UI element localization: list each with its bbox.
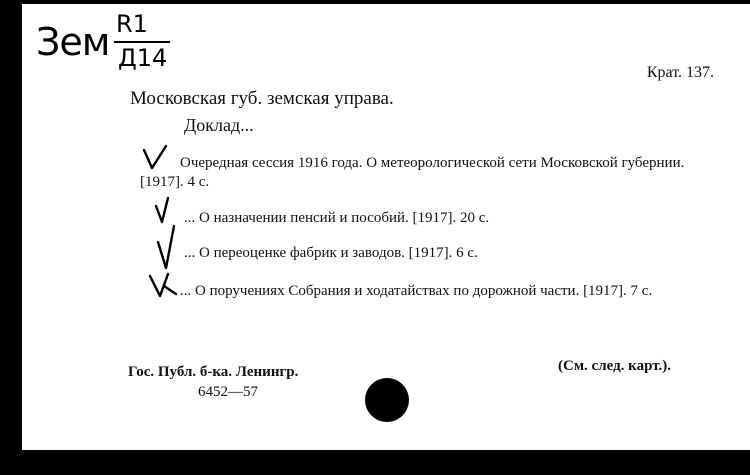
check-mark-icon xyxy=(154,224,182,272)
library-name: Гос. Публ. б-ка. Ленингр. xyxy=(128,364,299,380)
organization-heading: Московская губ. земская управа. xyxy=(130,88,394,109)
shelfmark-numerator: R1 xyxy=(116,10,148,38)
list-item: ... О переоценке фабрик и заводов. [1917]. 6 с. xyxy=(184,245,478,261)
catalog-card xyxy=(22,4,750,450)
list-item: Очередная сессия 1916 года. О метеорологической сети Московской губернии. [1917]. 4 с. xyxy=(140,155,685,190)
library-code: 6452—57 xyxy=(198,384,258,400)
punch-hole xyxy=(365,378,409,422)
document-title: Доклад... xyxy=(184,115,254,135)
shelfmark-denominator: Д14 xyxy=(118,44,168,72)
see-next-card-note: (См. след. карт.). xyxy=(558,358,671,374)
list-item: ... О поручениях Собрания и ходатайствах по дорожной части. [1917]. 7 с. xyxy=(180,283,653,299)
check-mark-icon xyxy=(152,196,176,226)
shelfmark-prefix: Зем xyxy=(36,20,110,64)
shelfmark-fraction-line xyxy=(114,41,170,43)
catalog-number: Крат. 137. xyxy=(646,64,714,81)
list-item: ... О назначении пенсий и пособий. [1917]. 20 с. xyxy=(184,210,490,226)
